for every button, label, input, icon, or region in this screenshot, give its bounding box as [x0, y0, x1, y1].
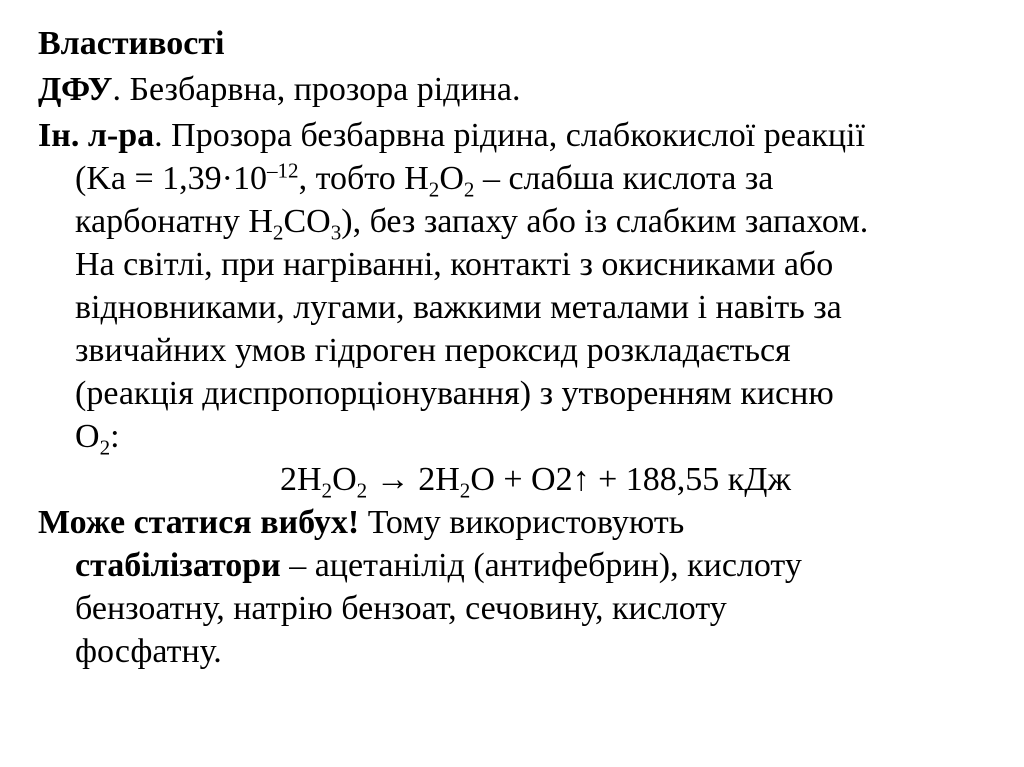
section-title: Властивості — [38, 25, 225, 62]
intl-line-3 — [38, 200, 1013, 243]
eq-reactant-o: O — [332, 461, 357, 498]
intl-line-4: На світлі, при нагріванні, контакті з окисниками або — [75, 246, 834, 283]
eq-reactant-sub-2: 2 — [356, 478, 368, 503]
intl-line-3-tail: ), без запаху або із слабким запахом. — [341, 203, 869, 240]
warning-text-1: Тому використовують — [359, 504, 685, 541]
intl-line-7: (реакція диспропорціонування) з утворенням кисню — [75, 375, 834, 412]
intl-line-6: звичайних умов гідроген пероксид розкладається — [75, 332, 791, 369]
h2co3-sub-1: 2 — [272, 220, 284, 245]
warning-text-2: – ацетанілід (антифебрин), кислоту — [280, 547, 802, 584]
h2o2-sub-2: 2 — [463, 177, 475, 202]
h2o2-h: , тобто H — [298, 160, 429, 197]
slide-content — [38, 22, 1013, 673]
intl-line-1-text: . Прозора безбарвна рідина, слабкокислої реакції — [154, 117, 865, 154]
eq-product-h: 2H — [418, 461, 460, 498]
o2-o: O — [75, 418, 100, 455]
warning-label: Може статися вибух! — [38, 504, 360, 541]
intl-line-5: відновниками, лугами, важкими металами і навіть за — [75, 289, 842, 326]
eq-energy: + 188,55 кДж — [589, 461, 791, 498]
h2o2-o: O — [439, 160, 464, 197]
ka-exponent: –12 — [266, 158, 299, 183]
stabilizers-label: стабілізатори — [75, 547, 281, 584]
o2-sub: 2 — [99, 435, 111, 460]
intl-line-1 — [38, 114, 1013, 157]
intl-line-2-tail: – слабша кислота за — [474, 160, 774, 197]
intl-line-2 — [38, 157, 1013, 200]
warning-line-1 — [38, 501, 1013, 544]
warning-line-2 — [38, 544, 1013, 587]
ka-text: (Ka = 1,39·10 — [75, 160, 267, 197]
dfu-paragraph — [38, 68, 1013, 111]
intl-label: Ін. л-ра — [38, 117, 155, 154]
warning-line-3: бензоатну, натрію бензоат, сечовину, кислоту — [75, 590, 727, 627]
h2co3-co: CO — [283, 203, 331, 240]
reaction-arrow-icon: → — [367, 461, 419, 498]
decomposition-equation — [38, 458, 1013, 501]
eq-product-o: O + O2 — [470, 461, 573, 498]
o2-colon: : — [110, 418, 120, 455]
h2co3-h: карбонатну H — [75, 203, 273, 240]
eq-product-sub: 2 — [459, 478, 471, 503]
h2co3-sub-2: 3 — [330, 220, 342, 245]
intl-line-8 — [38, 415, 1013, 458]
h2o2-sub-1: 2 — [428, 177, 440, 202]
intl-paragraph — [38, 114, 1013, 458]
gas-up-arrow-icon: ↑ — [572, 461, 590, 498]
dfu-text: . Безбарвна, прозора рідина. — [112, 71, 521, 108]
eq-reactant-sub-1: 2 — [321, 478, 333, 503]
eq-reactant-h: 2H — [279, 461, 322, 498]
warning-line-4: фосфатну. — [75, 633, 222, 670]
dfu-label: ДФУ — [38, 71, 113, 108]
warning-paragraph — [38, 501, 1013, 673]
